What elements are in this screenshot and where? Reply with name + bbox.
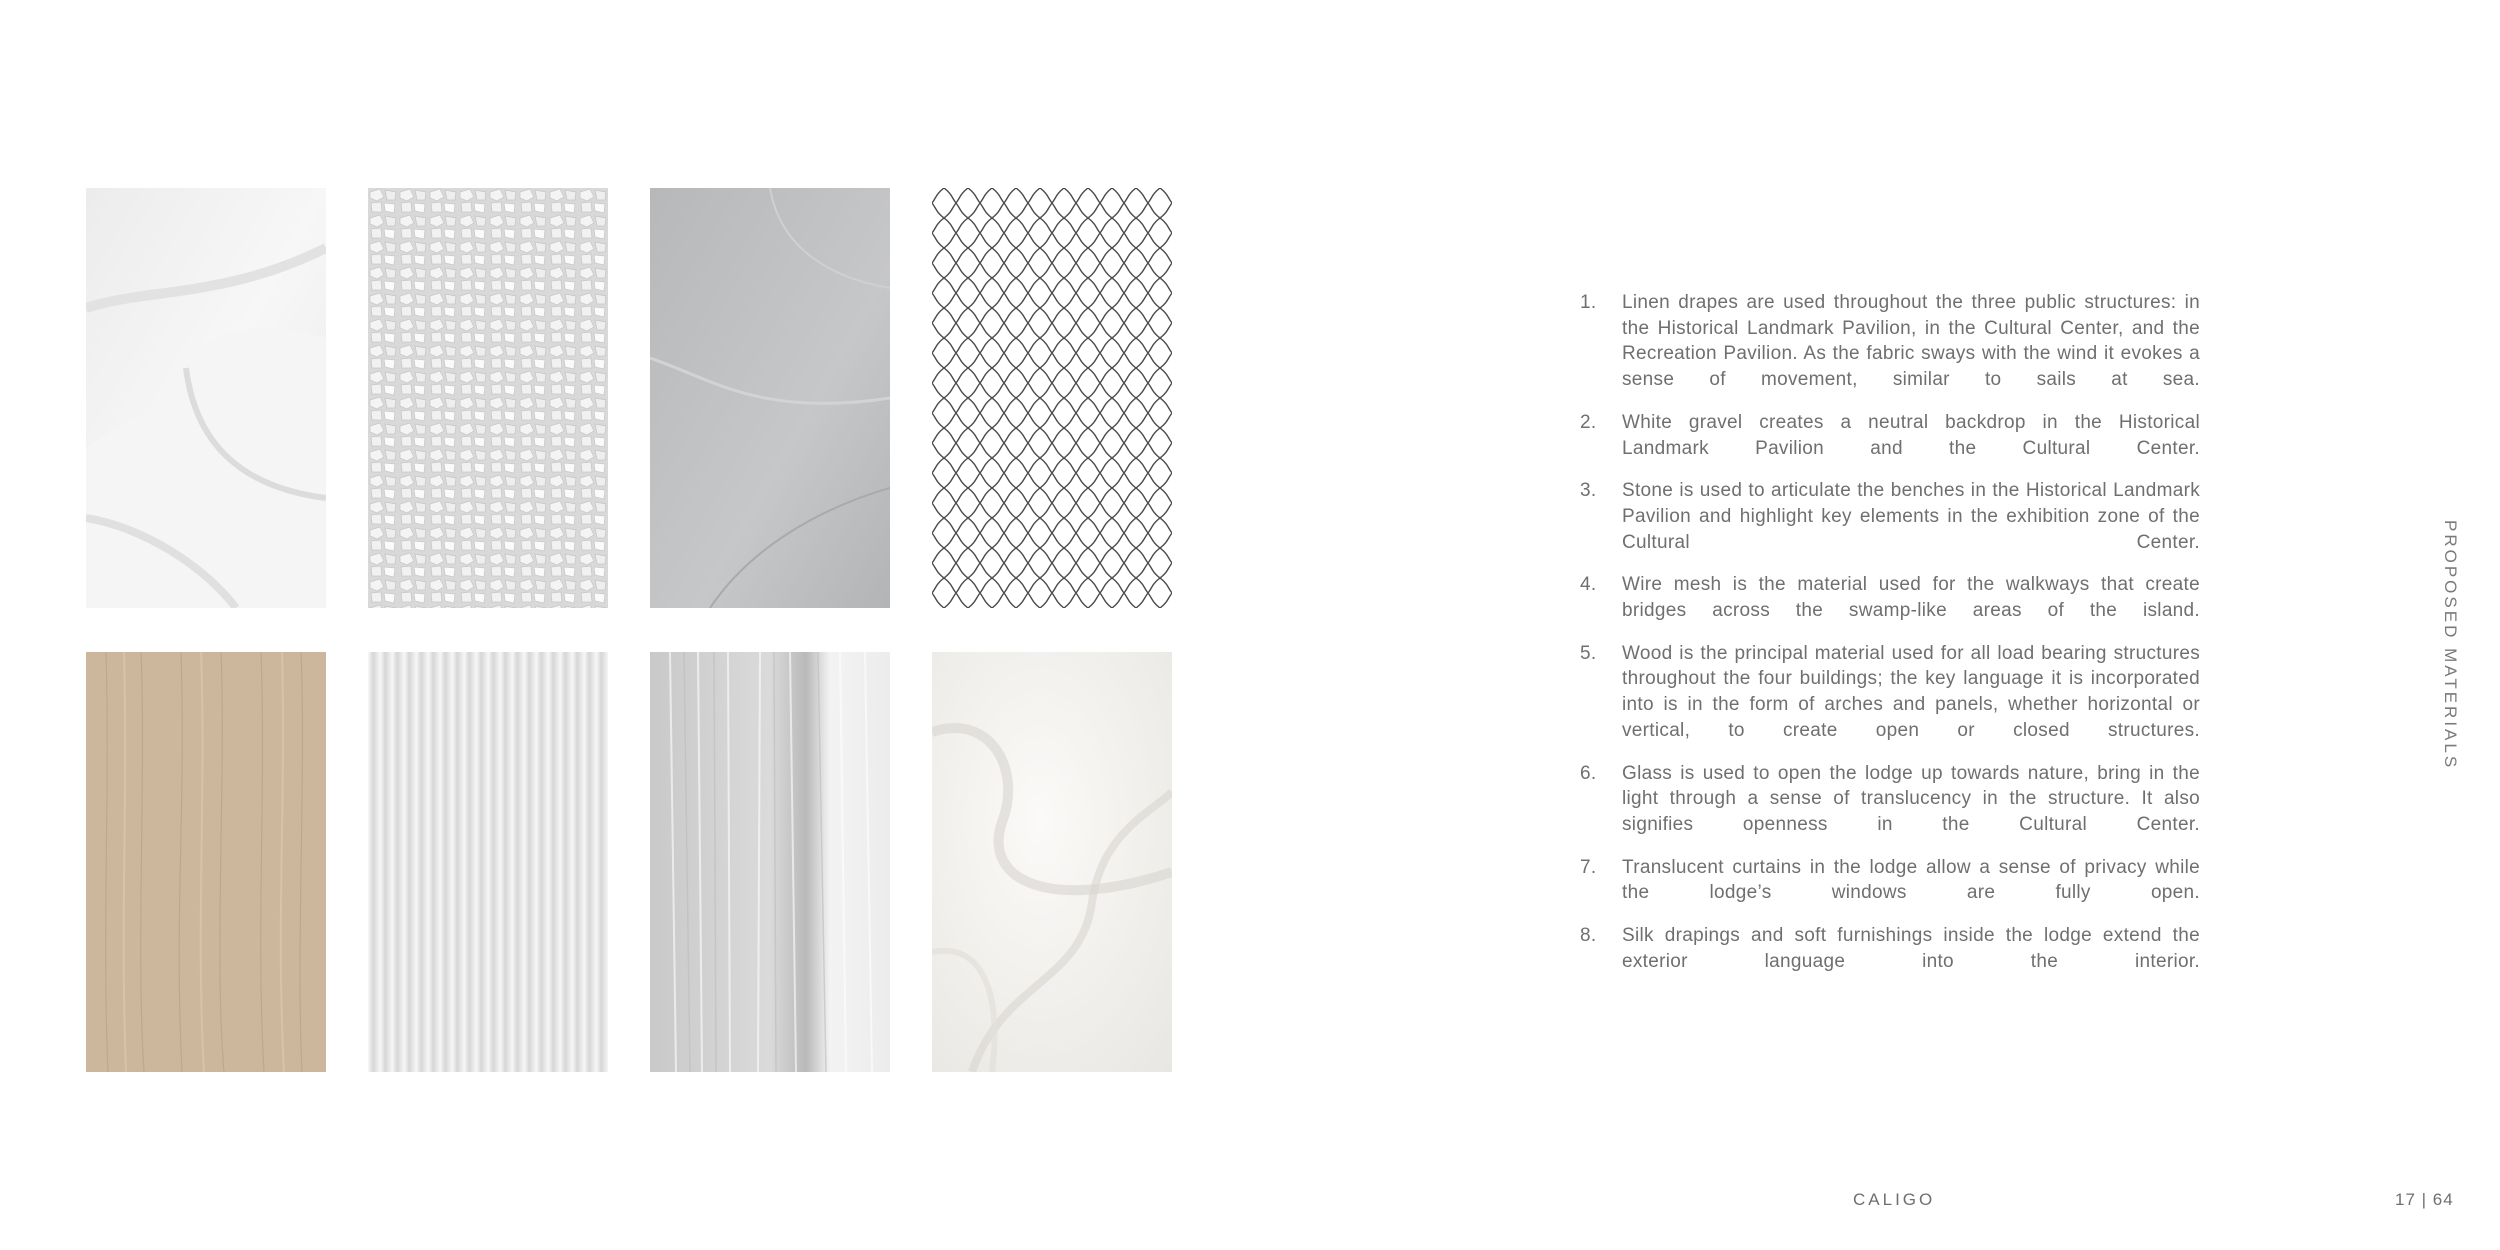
- item-number: 6.: [1580, 762, 1597, 784]
- stone-swatch: [650, 188, 890, 608]
- linen-swatch: [86, 188, 326, 608]
- fluted-glass-swatch: [368, 652, 608, 1072]
- item-number: 5.: [1580, 642, 1597, 664]
- list-item: [1580, 478, 2200, 555]
- item-text: Linen drapes are used throughout the three public structures: in the Historical Landmark Pavilion, in the Cultural Center, and the Recreation Pavilion. As the fabric sways with the wind it evokes a sense of movement, similar to sails at sea.: [1622, 292, 2200, 391]
- wire-mesh-swatch: [932, 188, 1172, 608]
- gravel-swatch: [368, 188, 608, 608]
- item-number: 3.: [1580, 480, 1597, 502]
- item-number: 7.: [1580, 856, 1597, 878]
- list-item: [1580, 410, 2200, 461]
- list-item: [1580, 572, 2200, 623]
- wood-swatch: [86, 652, 326, 1072]
- item-text: Glass is used to open the lodge up towards nature, bring in the light through a sense of translucency in the structure. It also signifies openness in the Cultural Center.: [1622, 762, 2200, 835]
- list-item: [1580, 290, 2200, 393]
- item-number: 8.: [1580, 925, 1597, 947]
- item-number: 4.: [1580, 574, 1597, 596]
- materials-list: [1580, 290, 2200, 991]
- item-number: 1.: [1580, 292, 1597, 313]
- list-item: [1580, 923, 2200, 974]
- list-item: [1580, 855, 2200, 906]
- item-text: Stone is used to articulate the benches in the Historical Landmark Pavilion and highlight key elements in the exhibition zone of the Cultural Center.: [1622, 480, 2200, 553]
- list-item: [1580, 761, 2200, 838]
- item-text: Wood is the principal material used for all load bearing structures throughout the four buildings; the key language it is incorporated into is in the form of arches and panels, whether horizontal or vertical, to create open or closed structures.: [1622, 642, 2200, 741]
- footer-brand: CALIGO: [1853, 1190, 1936, 1209]
- item-text: Translucent curtains in the lodge allow a sense of privacy while the lodge’s windows are fully open.: [1622, 856, 2200, 904]
- item-number: 2.: [1580, 411, 1597, 433]
- item-text: White gravel creates a neutral backdrop in the Historical Landmark Pavilion and the Cultural Center.: [1622, 411, 2200, 459]
- list-item: [1580, 641, 2200, 744]
- page-number: 17 | 64: [2395, 1190, 2454, 1209]
- curtain-swatch: [650, 652, 890, 1072]
- item-text: Wire mesh is the material used for the walkways that create bridges across the swamp-like areas of the island.: [1622, 574, 2200, 622]
- item-text: Silk drapings and soft furnishings inside the lodge extend the exterior language into the interior.: [1622, 925, 2200, 972]
- silk-swatch: [932, 652, 1172, 1072]
- section-label: PROPOSED MATERIALS: [2441, 520, 2460, 771]
